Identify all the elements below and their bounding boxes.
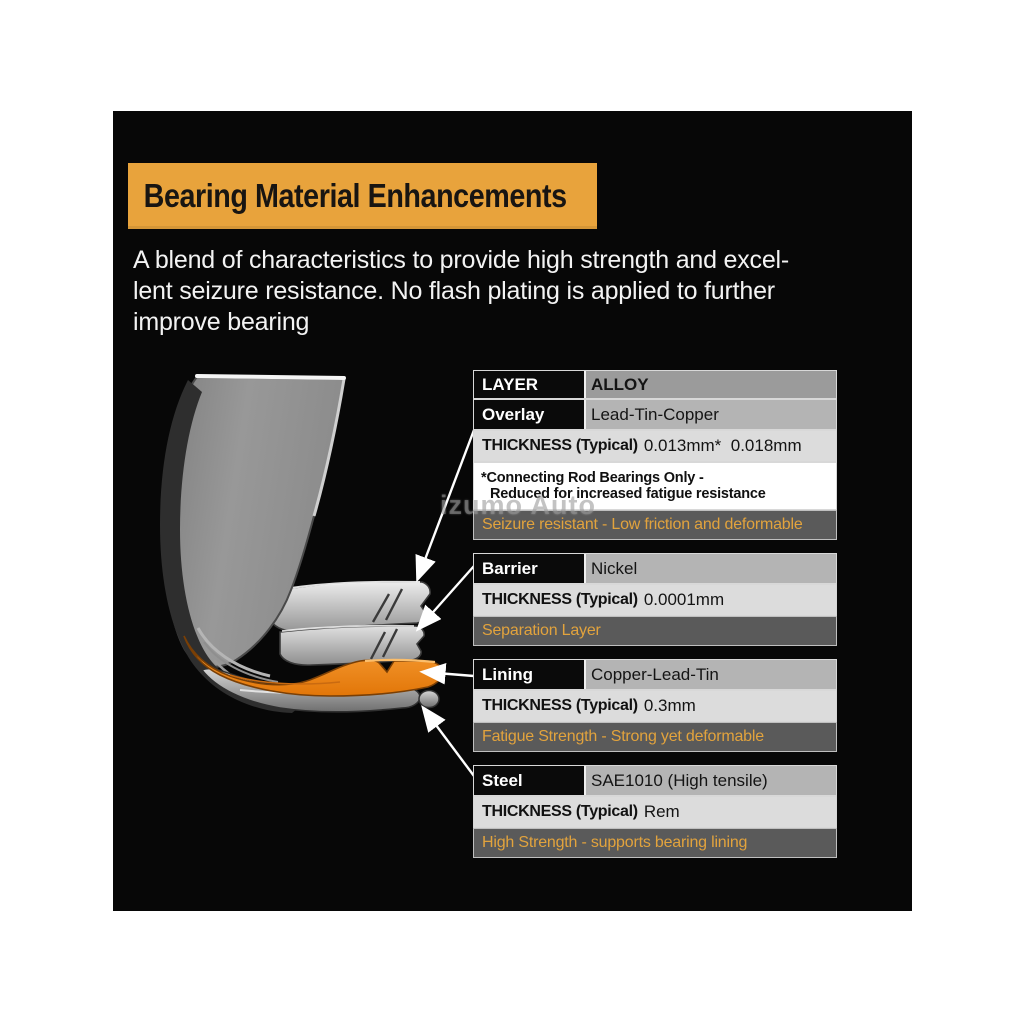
- layer-name-cell: Lining: [474, 660, 586, 689]
- watermark-text: izumo Auto: [440, 490, 596, 520]
- thickness-value: 0.3mm: [643, 696, 696, 715]
- header-layer-cell: LAYER: [474, 371, 586, 398]
- thickness-label: THICKNESS (Typical): [482, 803, 638, 820]
- table-section-steel: [473, 765, 837, 858]
- thickness-value: 0.0001mm: [643, 590, 725, 609]
- alloy-value-cell: Lead-Tin-Copper: [591, 404, 719, 424]
- layer-name-cell: Overlay: [474, 400, 586, 429]
- note-line-1: *Connecting Rod Bearings Only -: [481, 470, 704, 486]
- table-row: [473, 659, 837, 690]
- thickness-value: Rem: [643, 802, 680, 821]
- property-text: High Strength - supports bearing lining: [482, 834, 748, 851]
- steel-stub: [419, 691, 439, 708]
- layer-name-cell: Barrier: [474, 554, 586, 583]
- thickness-value: 0.013mm* 0.018mm: [643, 436, 802, 455]
- alloy-value-cell: SAE1010 (High tensile): [591, 770, 768, 790]
- section-gap: [473, 540, 837, 553]
- section-gap: [473, 752, 837, 765]
- alloy-value-cell: Copper-Lead-Tin: [591, 664, 719, 684]
- table-section-barrier: [473, 553, 837, 646]
- intro-line: A blend of characteristics to provide high strength and excel-: [133, 246, 790, 274]
- table-header-row: [473, 370, 837, 399]
- page-title: Bearing Material Enhancements: [143, 177, 567, 214]
- property-text: Fatigue Strength - Strong yet deformable: [482, 728, 764, 745]
- layer-table: [473, 370, 837, 858]
- callout-arrow-steel: [424, 709, 474, 776]
- property-row: [473, 616, 837, 646]
- property-text: Seizure resistant - Low friction and deformable: [482, 516, 803, 533]
- black-canvas: [113, 111, 912, 911]
- thickness-label: THICKNESS (Typical): [482, 697, 638, 714]
- bearing-illustration: [140, 370, 480, 880]
- title-banner: [128, 163, 597, 229]
- intro-paragraph: [133, 245, 789, 338]
- note-line-2: Reduced for increased fatigue resistance: [490, 486, 766, 502]
- thickness-row: [473, 584, 837, 616]
- header-alloy-cell: ALLOY: [591, 374, 649, 394]
- table-section-lining: [473, 659, 837, 752]
- property-row: [473, 722, 837, 752]
- callout-arrows: [418, 430, 474, 776]
- intro-line: improve bearing: [133, 308, 310, 336]
- thickness-label: THICKNESS (Typical): [482, 591, 638, 608]
- property-row: [473, 828, 837, 858]
- section-gap: [473, 646, 837, 659]
- thickness-row: [473, 430, 837, 462]
- layer-strip-overlay: [270, 582, 430, 631]
- alloy-value-cell: Nickel: [591, 558, 638, 578]
- thickness-row: [473, 690, 837, 722]
- thickness-label: THICKNESS (Typical): [482, 437, 638, 454]
- intro-line: lent seizure resistance. No flash plating is applied to further: [133, 277, 775, 305]
- table-row: [473, 399, 837, 430]
- table-row: [473, 765, 837, 796]
- layer-name-cell: Steel: [474, 766, 586, 795]
- property-text: Separation Layer: [482, 622, 601, 639]
- table-row: [473, 553, 837, 584]
- thickness-row: [473, 796, 837, 828]
